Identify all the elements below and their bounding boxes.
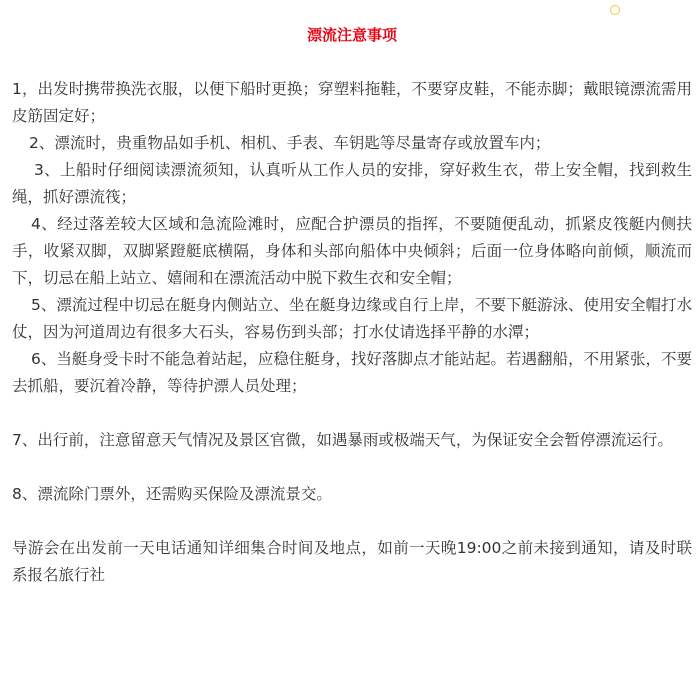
decorative-circle-icon [610, 5, 620, 15]
notice-item-2: 2、漂流时，贵重物品如手机、相机、手表、车钥匙等尽量寄存或放置车内； [29, 134, 551, 152]
paragraph-spacer [12, 400, 692, 427]
notice-item-5: 5、漂流过程中切忌在艇身内侧站立、坐在艇身边缘或自行上岸，不要下艇游泳、使用安全帽打水仗，因为河道周边有很多大石头，容易伤到头部；打水仗请选择平静的水潭； [12, 296, 692, 341]
footer-note: 导游会在出发前一天电话通知详细集合时间及地点，如前一天晚19:00之前未接到通知，请及时联系报名旅行社 [12, 539, 692, 584]
notice-item-1: 1，出发时携带换洗衣服，以便下船时更换；穿塑料拖鞋，不要穿皮鞋，不能赤脚；戴眼镜漂流需用皮筋固定好； [12, 80, 692, 125]
document-title: 漂流注意事项 [306, 26, 397, 44]
document-body [12, 76, 692, 589]
notice-item-6: 6、当艇身受卡时不能急着站起，应稳住艇身，找好落脚点才能站起。若遇翻船，不用紧张，不要去抓船，要沉着冷静，等待护漂人员处理； [12, 350, 692, 395]
notice-item-8: 8、漂流除门票外，还需购买保险及漂流景交。 [12, 485, 332, 503]
notice-item-7: 7、出行前，注意留意天气情况及景区官微，如遇暴雨或极端天气，为保证安全会暂停漂流运行。 [12, 431, 673, 449]
paragraph-spacer [12, 454, 692, 481]
notice-item-3: 3、上船时仔细阅读漂流须知，认真听从工作人员的安排，穿好救生衣，带上安全帽，找到救生绳，抓好漂流筏； [12, 161, 692, 206]
paragraph-spacer [12, 508, 692, 535]
notice-item-4: 4、经过落差较大区域和急流险滩时，应配合护漂员的指挥，不要随便乱动，抓紧皮筏艇内侧扶手，收紧双脚，双脚紧蹬艇底横隔，身体和头部向船体中央倾斜；后面一位身体略向前倾，顺流而下，切忌在船上站立、嬉闹和在漂流活动中脱下救生衣和安全帽； [12, 215, 692, 287]
